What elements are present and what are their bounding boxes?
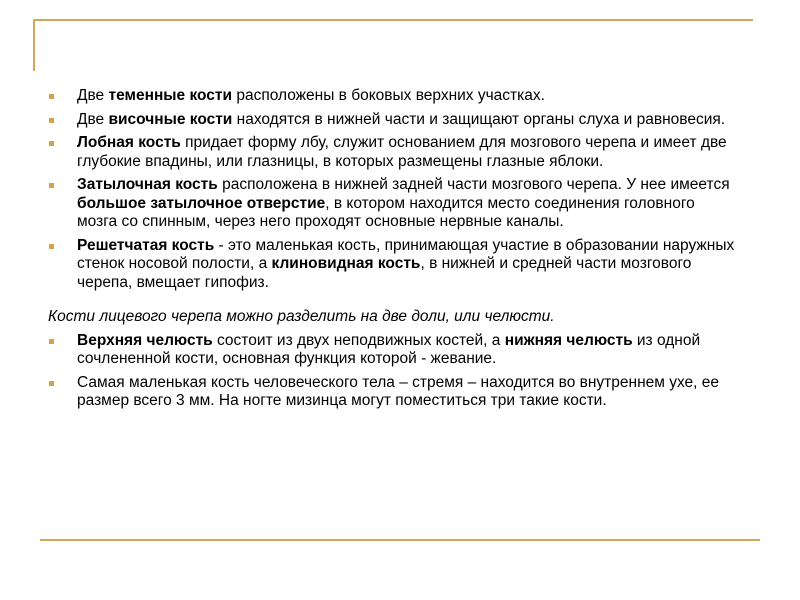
slide-body [48,87,738,416]
bullet-text: - это маленькая кость, принимающая участие в образовании наружных стенок носовой полости, а [77,236,735,272]
bullet-square-icon [49,381,54,386]
bullet-item [48,134,738,171]
bullet-item [48,374,738,411]
bold-term: нижняя челюсть [504,331,633,349]
bullet-text: , в котором находится место соединения головного мозга со спинным, через него проходят основные нервные каналы. [77,194,695,230]
facial-bones-list [48,332,738,411]
bullet-square-icon [49,94,54,99]
bullet-text: находятся в нижней части и защищают органы слуха и равновесия. [232,110,726,128]
bullet-square-icon [49,141,54,146]
bold-term: Верхняя челюсть [77,331,213,349]
bullet-text: Самая маленькая кость человеческого тела – стремя – находится во внутреннем ухе, ее размер всего 3 мм. На ногте мизинца могут поместиться три такие кости. [77,373,720,409]
bullet-text: , в нижней и средней части мозгового черепа, вмещает гипофиз. [77,255,692,291]
bold-term: Лобная кость [77,134,181,151]
bullet-square-icon [49,183,54,188]
bold-term: клиновидная кость [271,255,421,272]
bottom-border-line [40,539,760,541]
bullet-text: расположена в нижней задней части мозгового черепа. У нее имеется [217,176,730,193]
bullet-item [48,176,738,232]
bullet-item [48,87,738,106]
bullet-square-icon [49,118,54,123]
bullet-item [48,237,738,293]
bold-term: височные кости [108,110,233,128]
left-border-line [33,19,35,71]
bold-term: Решетчатая кость [77,236,215,254]
bullet-text: Две [77,110,109,128]
bullet-square-icon [49,244,54,249]
bullet-square-icon [49,339,54,344]
bullet-text: придает форму лбу, служит основанием для мозгового черепа и имеет две глубокие впадины, или глазницы, в которых размещены глазные яблоки. [77,134,727,170]
top-border-line [33,19,753,21]
bold-term: Затылочная кость [77,176,218,193]
bullet-text: Две [77,87,109,104]
bullet-item [48,332,738,369]
facial-skull-intro: Кости лицевого черепа можно разделить на две доли, или челюсти. [48,308,555,325]
bullet-text: из одной сочлененной кости, основная функция которой - жевание. [77,331,701,367]
bullet-text: состоит из двух неподвижных костей, а [212,331,505,349]
skull-bones-list [48,87,738,292]
bold-term: теменные кости [108,87,233,104]
bold-term: большое затылочное отверстие [77,194,326,212]
bullet-text: расположены в боковых верхних участках. [232,87,545,104]
bullet-item [48,111,738,130]
